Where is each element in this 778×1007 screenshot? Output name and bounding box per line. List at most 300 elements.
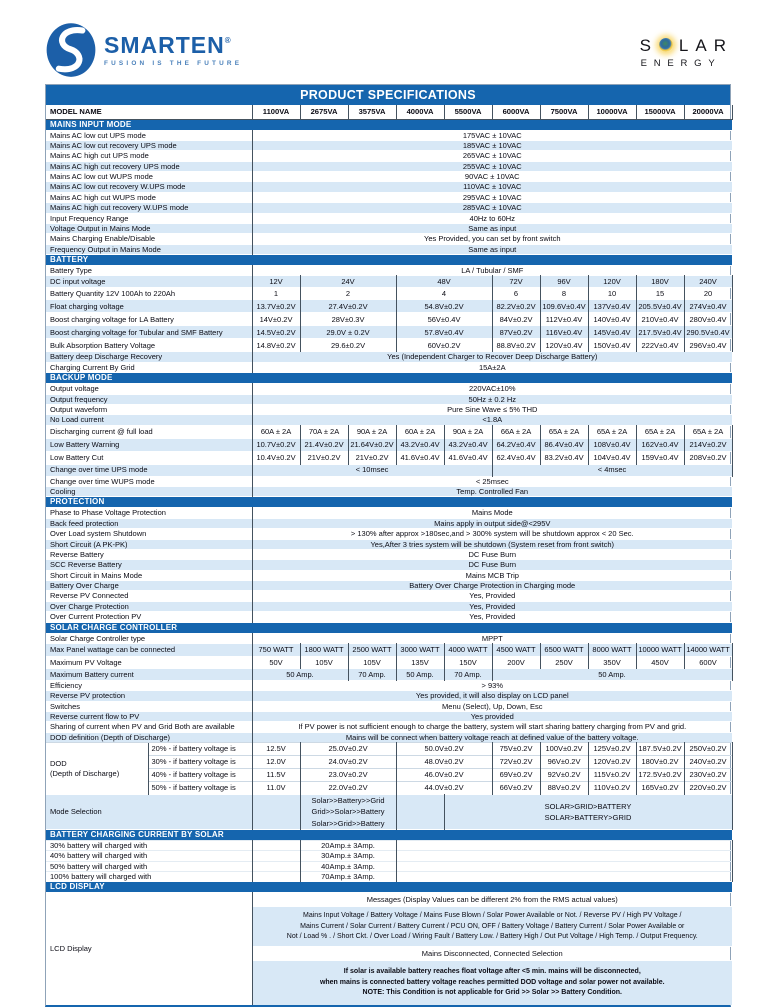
- spec-row: [46, 668, 732, 680]
- spec-value: 14.8V±0.2V: [252, 339, 300, 352]
- section-header: SOLAR CHARGE CONTROLLER: [46, 622, 732, 633]
- spec-value: 22.0V±0.2V: [300, 782, 396, 795]
- spec-value: 84V±0.2V: [492, 313, 540, 326]
- row-label: DOD definition (Depth of Discharge): [46, 732, 252, 742]
- spec-row: [46, 487, 732, 497]
- spec-value: 105V: [300, 656, 348, 668]
- row-label: Discharging current @ full load: [46, 425, 252, 438]
- spec-value: 255VAC ± 10VAC: [252, 161, 732, 171]
- spec-row: [46, 266, 732, 276]
- spec-value: 86.4V±0.4V: [540, 438, 588, 451]
- row-label: Battery Type: [46, 266, 252, 276]
- spec-row: [46, 840, 732, 850]
- spec-row: [46, 394, 732, 404]
- spec-value: 4500 WATT: [492, 643, 540, 656]
- spec-value: 140V±0.4V: [588, 313, 636, 326]
- spec-value: Yes provided: [252, 712, 732, 722]
- spec-value: 120V±0.2V: [588, 756, 636, 769]
- spec-value: 70Amp.± 3Amp.: [300, 872, 396, 882]
- spec-row: [46, 404, 732, 414]
- spec-row: [46, 223, 732, 233]
- spec-value: 82.2V±0.2V: [492, 300, 540, 313]
- spec-value: 64.2V±0.4V: [492, 438, 540, 451]
- spec-row: [46, 182, 732, 192]
- spec-row: [46, 743, 732, 756]
- row-label: Cooling: [46, 487, 252, 497]
- row-label: Mains AC high cut WUPS mode: [46, 192, 252, 202]
- row-label: DC input voltage: [46, 276, 252, 288]
- spec-value: Menu (Select), Up, Down, Esc: [252, 701, 732, 711]
- spec-value: 8: [540, 288, 588, 300]
- spec-value: 274V±0.4V: [684, 300, 732, 313]
- row-label: Max Panel wattage can be connected: [46, 643, 252, 656]
- spec-value: 65A ± 2A: [540, 425, 588, 438]
- spec-value: 222V±0.4V: [636, 339, 684, 352]
- model-name-label: MODEL NAME: [46, 105, 252, 119]
- row-label: No Load current: [46, 415, 252, 425]
- row-label: Mains AC low cut WUPS mode: [46, 172, 252, 182]
- spec-value: 70A ± 2A: [300, 425, 348, 438]
- spec-value: [252, 851, 300, 861]
- row-label: Change over time UPS mode: [46, 464, 252, 476]
- dod-sublabel: 40% - if battery voltage is: [148, 769, 252, 782]
- model-column-header: 20000VA: [684, 105, 732, 119]
- spec-table-container: [45, 84, 731, 1007]
- spec-value: 3000 WATT: [396, 643, 444, 656]
- brand-tagline: FUSION IS THE FUTURE: [104, 59, 243, 67]
- spec-value: Same as input: [252, 244, 732, 254]
- spec-value: 750 WATT: [252, 643, 300, 656]
- spec-value: 66A ± 2A: [492, 425, 540, 438]
- model-column-header: 3575VA: [348, 105, 396, 119]
- spec-value: 43.2V±0.4V: [396, 438, 444, 451]
- spec-value: [252, 861, 300, 871]
- spec-value: 214V±0.2V: [684, 438, 732, 451]
- spec-row: [46, 288, 732, 300]
- spec-row: [46, 570, 732, 580]
- spec-value: 8000 WATT: [588, 643, 636, 656]
- spec-value: 29.6±0.2V: [300, 339, 396, 352]
- spec-row: [46, 362, 732, 372]
- spec-value: [252, 795, 300, 830]
- spec-value: 150V: [444, 656, 492, 668]
- spec-value: 56V±0.4V: [396, 313, 492, 326]
- row-label: SCC Reverse Battery: [46, 560, 252, 570]
- row-label: Output waveform: [46, 404, 252, 414]
- spec-row: [46, 722, 732, 732]
- spec-row: [46, 656, 732, 668]
- spec-value: MPPT: [252, 633, 732, 643]
- spec-value: 57.8V±0.4V: [396, 326, 492, 339]
- spec-value: 28V±0.3V: [300, 313, 396, 326]
- section-header: PROTECTION: [46, 497, 732, 508]
- spec-value: 15A±2A: [252, 362, 732, 372]
- spec-value: Same as input: [252, 223, 732, 233]
- spec-value: DC Fuse Burn: [252, 549, 732, 559]
- spec-value: LA / Tubular / SMF: [252, 266, 732, 276]
- section-header-row: [46, 373, 732, 384]
- spec-value: 88.8V±0.2V: [492, 339, 540, 352]
- spec-value: [396, 840, 732, 850]
- dod-label: DOD (Depth of Discharge): [46, 743, 148, 795]
- spec-row: [46, 591, 732, 601]
- spec-value: 70 Amp.: [444, 668, 492, 680]
- spec-row: [46, 893, 732, 907]
- smarten-s-mark-icon: [45, 21, 97, 79]
- spec-value: 600V: [684, 656, 732, 668]
- spec-value: < 25msec: [252, 476, 732, 486]
- spec-row: [46, 438, 732, 451]
- row-label: Maximum Battery current: [46, 668, 252, 680]
- spec-value: > 93%: [252, 680, 732, 690]
- row-label: Over Charge Protection: [46, 601, 252, 611]
- spec-row: [46, 851, 732, 861]
- spec-value: 14V±0.2V: [252, 313, 300, 326]
- spec-row: [46, 612, 732, 622]
- spec-value: 62.4V±0.4V: [492, 451, 540, 464]
- spec-value: 450V: [636, 656, 684, 668]
- spec-value: 2500 WATT: [348, 643, 396, 656]
- spec-value: 6500 WATT: [540, 643, 588, 656]
- row-label: Over Load system Shutdown: [46, 529, 252, 539]
- row-label: Battery Quantity 12V 100Ah to 220Ah: [46, 288, 252, 300]
- model-column-header: 1100VA: [252, 105, 300, 119]
- spec-value: 72V: [492, 276, 540, 288]
- spec-row: [46, 203, 732, 213]
- row-label: Charging Current By Grid: [46, 362, 252, 372]
- spec-row: [46, 313, 732, 326]
- spec-value: 120V±0.4V: [540, 339, 588, 352]
- spec-table: [46, 105, 733, 1005]
- spec-value: Yes (Independent Charger to Recover Deep Discharge Battery): [252, 352, 732, 362]
- row-label: LCD Display: [46, 893, 252, 1005]
- spec-value: [252, 872, 300, 882]
- spec-value: < 4msec: [492, 464, 732, 476]
- row-label: Short Circuit in Mains Mode: [46, 570, 252, 580]
- spec-row: [46, 633, 732, 643]
- spec-row: [46, 151, 732, 161]
- spec-row: [46, 601, 732, 611]
- spec-value: 145V±0.4V: [588, 326, 636, 339]
- spec-row: [46, 782, 732, 795]
- spec-value: 69V±0.2V: [492, 769, 540, 782]
- row-label: Mains AC low cut recovery W.UPS mode: [46, 182, 252, 192]
- row-label: Maximum PV Voltage: [46, 656, 252, 668]
- spec-row: [46, 560, 732, 570]
- spec-value: 20: [684, 288, 732, 300]
- spec-value: 250V: [540, 656, 588, 668]
- spec-value: 60A ± 2A: [396, 425, 444, 438]
- row-label: Boost charging voltage for LA Battery: [46, 313, 252, 326]
- spec-value: 96V±0.2V: [540, 756, 588, 769]
- spec-value: 40Hz to 60Hz: [252, 213, 732, 223]
- spec-value: 230V±0.2V: [684, 769, 732, 782]
- spec-value: [396, 872, 732, 882]
- row-label: Reverse Battery: [46, 549, 252, 559]
- row-label: Battery Over Charge: [46, 581, 252, 591]
- spec-row: [46, 691, 732, 701]
- spec-value: 110V±0.2V: [588, 782, 636, 795]
- spec-value: Pure Sine Wave ≤ 5% THD: [252, 404, 732, 414]
- row-label: Output voltage: [46, 384, 252, 394]
- row-label: Output frequency: [46, 394, 252, 404]
- section-header: BATTERY CHARGING CURRENT BY SOLAR: [46, 829, 732, 840]
- spec-value: 92V±0.2V: [540, 769, 588, 782]
- spec-value: Solar>>Battery>>Grid Grid>>Solar>>Battery Solar>>Grid>>Battery: [300, 795, 396, 830]
- spec-value: 40Amp.± 3Amp.: [300, 861, 396, 871]
- spec-value: [396, 795, 444, 830]
- solar-text-energy: ENERGY: [640, 58, 722, 69]
- spec-value: 187.5V±0.2V: [636, 743, 684, 756]
- spec-value: 50.0V±0.2V: [396, 743, 492, 756]
- spec-value: 105V: [348, 656, 396, 668]
- spec-value: 110VAC ± 10VAC: [252, 182, 732, 192]
- row-label: Mains AC high cut recovery W.UPS mode: [46, 203, 252, 213]
- spec-value: 10.4V±0.2V: [252, 451, 300, 464]
- spec-value: 115V±0.2V: [588, 769, 636, 782]
- row-label: Change over time WUPS mode: [46, 476, 252, 486]
- spec-value: 104V±0.4V: [588, 451, 636, 464]
- spec-value: 116V±0.4V: [540, 326, 588, 339]
- spec-value: 11.5V: [252, 769, 300, 782]
- spec-value: 66V±0.2V: [492, 782, 540, 795]
- spec-value: 240V: [684, 276, 732, 288]
- spec-value: DC Fuse Burn: [252, 560, 732, 570]
- spec-value: Yes, Provided: [252, 612, 732, 622]
- spec-value: 185VAC ± 10VAC: [252, 140, 732, 150]
- spec-value: 48.0V±0.2V: [396, 756, 492, 769]
- spec-value: 14000 WATT: [684, 643, 732, 656]
- row-label: Mode Selection: [46, 795, 252, 830]
- model-column-header: 5500VA: [444, 105, 492, 119]
- smarten-wordmark: [104, 31, 243, 67]
- solar-text-s: S: [639, 36, 658, 55]
- spec-value: 14.5V±0.2V: [252, 326, 300, 339]
- spec-value: 29.0V ± 0.2V: [300, 326, 396, 339]
- spec-value: 50 Amp.: [252, 668, 348, 680]
- row-label: Switches: [46, 701, 252, 711]
- spec-value: 12.5V: [252, 743, 300, 756]
- spec-row: [46, 680, 732, 690]
- spec-row: [46, 130, 732, 140]
- spec-value: If PV power is not sufficient enough to charge the battery, system will start sharing battery charging from PV and grid.: [252, 722, 732, 732]
- spec-value: 50V: [252, 656, 300, 668]
- spec-value: 30Amp.± 3Amp.: [300, 851, 396, 861]
- spec-row: [46, 508, 732, 518]
- spec-value: 11.0V: [252, 782, 300, 795]
- spec-row: [46, 756, 732, 769]
- spec-value: 1: [252, 288, 300, 300]
- row-label: Voltage Output in Mains Mode: [46, 223, 252, 233]
- spec-value: 60V±0.2V: [396, 339, 492, 352]
- spec-value: 75V±0.2V: [492, 743, 540, 756]
- row-label: Mains AC high cut recovery UPS mode: [46, 161, 252, 171]
- spec-row: [46, 549, 732, 559]
- spec-value: Mains Disconnected, Connected Selection: [252, 947, 732, 961]
- spec-value: 4000 WATT: [444, 643, 492, 656]
- spec-value: 208V±0.2V: [684, 451, 732, 464]
- model-column-header: 15000VA: [636, 105, 684, 119]
- section-header-row: [46, 497, 732, 508]
- spec-value: 12V: [252, 276, 300, 288]
- row-label: 40% battery will charged with: [46, 851, 252, 861]
- row-label: Phase to Phase Voltage Protection: [46, 508, 252, 518]
- spec-value: 240V±0.2V: [684, 756, 732, 769]
- spec-value: 46.0V±0.2V: [396, 769, 492, 782]
- spec-value: 54.8V±0.2V: [396, 300, 492, 313]
- solar-energy-logo: [640, 37, 733, 69]
- spec-row: [46, 140, 732, 150]
- spec-value: 6: [492, 288, 540, 300]
- spec-value: 41.6V±0.4V: [396, 451, 444, 464]
- row-label: Float charging voltage: [46, 300, 252, 313]
- spec-value: 72V±0.2V: [492, 756, 540, 769]
- spec-value: 137V±0.4V: [588, 300, 636, 313]
- section-header-row: [46, 829, 732, 840]
- spec-value: Mains Input Voltage / Battery Voltage / Mains Fuse Blown / Solar Power Available or Not. / Reverse PV / High PV Voltage / Mains Current / Solar Current / Battery Current / PCU ON, OFF / Battery Voltage / Battery Current / Solar Power Available or Not / Load % . / Short Ckt. / Over Load / Wiring Fault / Battery Low. / Battery High / Out Put Voltage / High Temp. / Output Frequency.: [252, 907, 732, 947]
- spec-row: [46, 234, 732, 244]
- model-column-header: 10000VA: [588, 105, 636, 119]
- section-header: BACKUP MODE: [46, 373, 732, 384]
- spec-row: [46, 861, 732, 871]
- row-label: Solar Charge Controller type: [46, 633, 252, 643]
- spec-row: [46, 769, 732, 782]
- spec-row: [46, 476, 732, 486]
- spec-value: SOLAR>GRID>BATTERY SOLAR>BATTERY>GRID: [444, 795, 732, 830]
- spec-value: 280V±0.4V: [684, 313, 732, 326]
- section-header: LCD DISPLAY: [46, 882, 732, 893]
- spec-value: 217.5V±0.4V: [636, 326, 684, 339]
- spec-value: 90A ± 2A: [348, 425, 396, 438]
- spec-value: 12.0V: [252, 756, 300, 769]
- row-label: Bulk Absorption Battery Voltage: [46, 339, 252, 352]
- spec-value: <1.8A: [252, 415, 732, 425]
- spec-title: PRODUCT SPECIFICATIONS: [46, 85, 730, 105]
- spec-value: 1800 WATT: [300, 643, 348, 656]
- spec-value: 250V±0.2V: [684, 743, 732, 756]
- spec-value: 60A ± 2A: [252, 425, 300, 438]
- spec-value: Messages (Display Values can be different 2% from the RMS actual values): [252, 893, 732, 907]
- spec-value: 43.2V±0.4V: [444, 438, 492, 451]
- section-header-row: [46, 882, 732, 893]
- spec-value: 83.2V±0.4V: [540, 451, 588, 464]
- spec-row: [46, 425, 732, 438]
- spec-value: 135V: [396, 656, 444, 668]
- section-header: BATTERY: [46, 255, 732, 266]
- spec-value: 220VAC±10%: [252, 384, 732, 394]
- spec-row: [46, 872, 732, 882]
- spec-row: [46, 244, 732, 254]
- spec-value: 88V±0.2V: [540, 782, 588, 795]
- spec-value: 50 Amp.: [396, 668, 444, 680]
- spec-value: Mains MCB Trip: [252, 570, 732, 580]
- spec-value: 21.64V±0.2V: [348, 438, 396, 451]
- spec-value: If solar is available battery reaches float voltage after <5 min. mains will be disconnected, when mains is connected battery voltage reaches permitted DOD voltage and solar power not available. NOTE: This Condition is not applicable for Grid >> Solar >> Battery Condition.: [252, 961, 732, 1005]
- row-label: Boost charging voltage for Tubular and SMF Battery: [46, 326, 252, 339]
- spec-value: [396, 851, 732, 861]
- spec-value: < 10msec: [252, 464, 492, 476]
- dod-sublabel: 30% - if battery voltage is: [148, 756, 252, 769]
- sun-globe-icon: [659, 38, 673, 52]
- spec-value: 159V±0.4V: [636, 451, 684, 464]
- spec-value: 172.5V±0.2V: [636, 769, 684, 782]
- brand-name: SMARTEN: [104, 31, 225, 58]
- spec-value: 20Amp.± 3Amp.: [300, 840, 396, 850]
- spec-value: 200V: [492, 656, 540, 668]
- registered-mark: ®: [224, 35, 231, 45]
- spec-value: 90A ± 2A: [444, 425, 492, 438]
- spec-value: 70 Amp.: [348, 668, 396, 680]
- spec-value: [252, 840, 300, 850]
- spec-value: > 130% after approx >180sec,and > 300% system will be shutdown approx < 20 Sec.: [252, 529, 732, 539]
- row-label: Mains AC low cut recovery UPS mode: [46, 140, 252, 150]
- spec-value: Mains Mode: [252, 508, 732, 518]
- smarten-logo: [45, 21, 242, 79]
- spec-value: 48V: [396, 276, 492, 288]
- spec-row: [46, 415, 732, 425]
- spec-value: 96V: [540, 276, 588, 288]
- spec-value: 10.7V±0.2V: [252, 438, 300, 451]
- spec-value: Mains will be connect when battery voltage reach at defined value of the battery voltage.: [252, 732, 732, 742]
- section-header: MAINS INPUT MODE: [46, 119, 732, 130]
- spec-row: [46, 352, 732, 362]
- spec-row: [46, 518, 732, 528]
- spec-value: 100V±0.2V: [540, 743, 588, 756]
- spec-value: 23.0V±0.2V: [300, 769, 396, 782]
- spec-value: 296V±0.4V: [684, 339, 732, 352]
- spec-row: [46, 192, 732, 202]
- spec-value: Mains apply in output side@<295V: [252, 518, 732, 528]
- spec-value: Battery Over Charge Protection in Charging mode: [252, 581, 732, 591]
- spec-value: 21.4V±0.2V: [300, 438, 348, 451]
- row-label: Reverse PV protection: [46, 691, 252, 701]
- row-label: Frequency Output in Mains Mode: [46, 244, 252, 254]
- row-label: Short Circuit (A PK-PK): [46, 539, 252, 549]
- row-label: Mains AC high cut UPS mode: [46, 151, 252, 161]
- row-label: Mains Charging Enable/Disable: [46, 234, 252, 244]
- section-header-row: [46, 119, 732, 130]
- spec-value: 24V: [300, 276, 396, 288]
- row-label: Back feed protection: [46, 518, 252, 528]
- spec-value: Yes,After 3 tries system will be shutdown (System reset from front switch): [252, 539, 732, 549]
- model-column-header: 4000VA: [396, 105, 444, 119]
- spec-row: [46, 300, 732, 313]
- spec-row: [46, 326, 732, 339]
- spec-value: 21V±0.2V: [300, 451, 348, 464]
- spec-value: 205.5V±0.4V: [636, 300, 684, 313]
- spec-value: 350V: [588, 656, 636, 668]
- solar-text-lar: LAR: [678, 36, 733, 55]
- row-label: Low Battery Cut: [46, 451, 252, 464]
- spec-value: [396, 861, 732, 871]
- row-label: 100% battery will charged with: [46, 872, 252, 882]
- spec-value: 265VAC ± 10VAC: [252, 151, 732, 161]
- spec-row: [46, 161, 732, 171]
- row-label: Reverse PV Connected: [46, 591, 252, 601]
- spec-value: 13.7V±0.2V: [252, 300, 300, 313]
- spec-row: [46, 581, 732, 591]
- dod-sublabel: 50% - if battery voltage is: [148, 782, 252, 795]
- spec-value: Yes provided, it will also display on LCD panel: [252, 691, 732, 701]
- row-label: Battery deep Discharge Recovery: [46, 352, 252, 362]
- spec-value: 2: [300, 288, 396, 300]
- spec-value: 65A ± 2A: [684, 425, 732, 438]
- spec-value: 87V±0.2V: [492, 326, 540, 339]
- spec-row: [46, 701, 732, 711]
- spec-row: [46, 529, 732, 539]
- spec-value: 162V±0.4V: [636, 438, 684, 451]
- spec-value: 44.0V±0.2V: [396, 782, 492, 795]
